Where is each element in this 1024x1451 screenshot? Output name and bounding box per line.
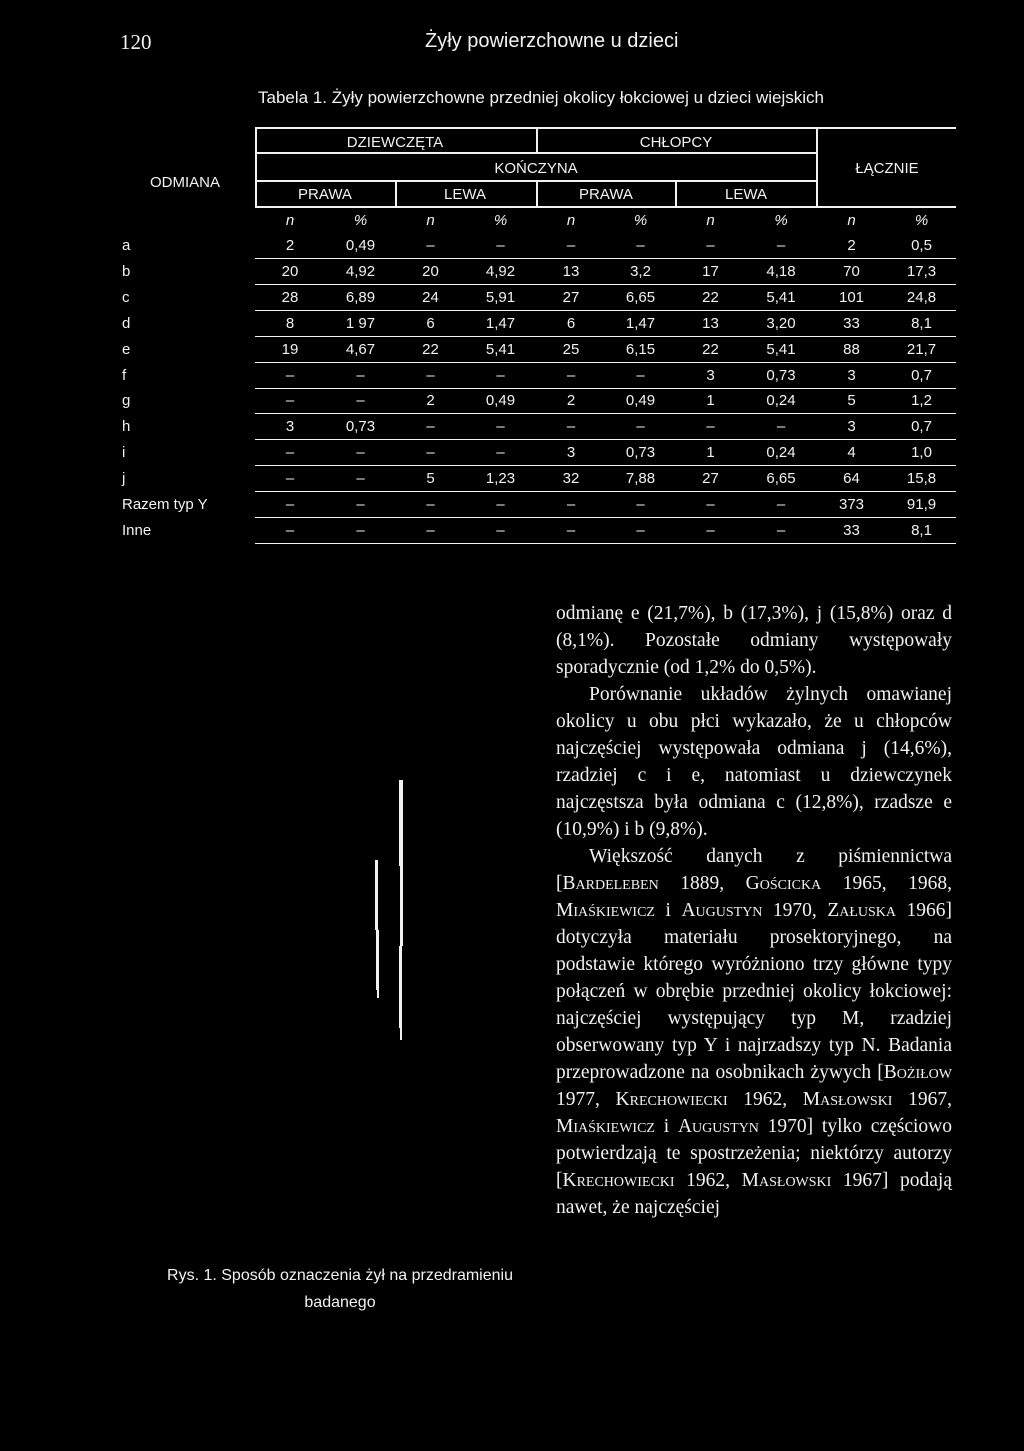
table-cell: 6 [566, 314, 576, 332]
table-cell: 7,88 [625, 470, 656, 488]
table-cell: – [356, 366, 365, 384]
header-pct: % [914, 212, 929, 229]
table-cell: – [426, 418, 435, 436]
table-cell: 91,9 [906, 496, 937, 513]
table-cell: 373 [838, 496, 865, 513]
row-label: e [122, 340, 131, 358]
row-rule [255, 543, 956, 544]
table-cell: 28 [281, 288, 299, 306]
table-cell: – [496, 444, 505, 462]
table-cell: 1,47 [485, 314, 516, 332]
citation-author: Bożiłow [883, 1062, 952, 1083]
text-run: 1967] podają nawet, że najczęściej [556, 1170, 952, 1218]
table-cell: – [285, 496, 295, 513]
text-run: i [655, 1116, 678, 1137]
text-run: 1967, [892, 1089, 952, 1110]
table-cell: 101 [838, 288, 865, 306]
table-cell: – [776, 521, 786, 539]
table-cell: 24 [422, 288, 439, 306]
table-cell: 19 [281, 340, 299, 358]
table-cell: – [496, 418, 505, 436]
row-rule [255, 258, 956, 259]
table-cell: 4,92 [345, 262, 376, 280]
citation-author: Krechowiecki [615, 1089, 728, 1110]
table-cell: 0,7 [911, 418, 932, 436]
table-caption: Tabela 1. Żyły powierzchowne przedniej okolicy łokciowej u dzieci wiejskich [258, 88, 824, 107]
table-cell: 3 [285, 418, 295, 436]
table-cell: – [426, 521, 435, 539]
table-cell: 0,73 [766, 366, 796, 384]
text-run: 1966] dotyczyła materiału prosektoryjnego, na podstawie którego wyróżniono trzy główne typy połączeń w obrębie przedniej okolicy łokciowej: najczęściej występujący typ M, rzadziej obserwowany typ Y i najrzadszy typ N. Badania przeprowadzone na osobnikach żywych [ [556, 900, 953, 1083]
table-cell: 8,1 [911, 314, 932, 332]
vrule-3 [816, 127, 818, 206]
text-run: 1970] tylko częściowo potwierdzają te spostrzeżenia; niektórzy autorzy [ [556, 1116, 952, 1191]
table-cell: – [426, 237, 435, 254]
table-cell: 4,92 [485, 262, 516, 280]
header-pct: % [633, 212, 648, 229]
table-cell: – [285, 470, 295, 488]
header-konczyna: KOŃCZYNA [494, 160, 578, 177]
table-cell: 17,3 [906, 262, 937, 280]
citation-author: Masłowski [741, 1170, 832, 1191]
row-label: d [122, 314, 131, 332]
table-cell: 3,20 [766, 314, 796, 332]
table-cell: 6 [426, 314, 435, 332]
table-cell: 2 [426, 392, 435, 410]
table-cell: 0,7 [911, 366, 932, 384]
table-cell: 3 [847, 418, 856, 436]
table-cell: – [636, 366, 645, 384]
table-cell: 13 [702, 314, 719, 332]
table-cell: 2 [847, 237, 856, 254]
citation-author: Krechowiecki [562, 1170, 675, 1191]
table-cell: 88 [843, 340, 860, 358]
table-cell: 0,73 [345, 418, 376, 436]
figure-stroke [400, 1028, 402, 1040]
row-rule [255, 465, 956, 466]
figure-stroke [400, 866, 403, 946]
row-rule [255, 439, 956, 440]
table-cell: 1,47 [625, 314, 656, 332]
header-prawa-2: PRAWA [579, 186, 633, 203]
table-cell: 1 [706, 444, 715, 462]
table-cell: 27 [562, 288, 580, 306]
table-cell: 0,49 [625, 392, 656, 410]
figure-caption [130, 1262, 550, 1316]
header-n: n [847, 212, 856, 229]
row-label: g [122, 392, 131, 410]
table-cell: 1 97 [345, 314, 376, 332]
text-run: 1889, [658, 873, 746, 894]
row-rule [255, 517, 956, 518]
table-cell: 20 [281, 262, 299, 280]
table-cell: 0,5 [911, 237, 932, 254]
rule-konczyna [255, 152, 817, 154]
vrule-1 [255, 127, 257, 206]
table-cell: – [706, 521, 715, 539]
figure-stroke [376, 930, 379, 990]
table-cell: 1,0 [911, 444, 932, 462]
table-cell: – [706, 237, 715, 254]
table-cell: – [285, 366, 295, 384]
table-cell: 22 [702, 288, 719, 306]
table-cell: 33 [843, 314, 860, 332]
row-rule [255, 491, 956, 492]
figure-caption-line1: Rys. 1. Sposób oznaczenia żył na przedramieniu [167, 1267, 513, 1284]
table-cell: – [496, 496, 505, 513]
table-cell: – [496, 521, 505, 539]
body-text [556, 600, 952, 1221]
page-number: 120 [120, 30, 152, 54]
table-cell: – [566, 418, 576, 436]
header-chlopcy: CHŁOPCY [639, 134, 713, 151]
paragraph-1: odmianę e (21,7%), b (17,3%), j (15,8%) oraz d (8,1%). Pozostałe odmiany występowały sporadycznie (od 1,2% do 0,5%). [556, 603, 952, 678]
figure-stroke [375, 860, 378, 930]
table-cell: 0,24 [766, 444, 796, 462]
vrule-2 [536, 127, 538, 152]
table-cell: 13 [562, 262, 580, 280]
table-cell: 0,24 [766, 392, 796, 410]
table-cell: – [706, 496, 715, 513]
table-cell: – [285, 392, 295, 410]
table-cell: – [356, 444, 365, 462]
table-cell: 24,8 [906, 288, 937, 306]
header-lewa-2: LEWA [725, 186, 767, 203]
table-cell: 0,73 [625, 444, 656, 462]
figure-stroke [399, 946, 402, 1028]
table-cell: – [566, 237, 576, 254]
table-cell: 5,91 [485, 288, 516, 306]
row-rule [255, 284, 956, 285]
table-cell: 5,41 [485, 340, 516, 358]
table-cell: – [566, 521, 576, 539]
table-cell: 3 [566, 444, 576, 462]
table-cell: 64 [843, 470, 860, 488]
paragraph-3 [556, 843, 952, 1221]
header-pct: % [353, 212, 368, 229]
table-cell: 0,49 [345, 237, 376, 254]
table-cell: 3 [847, 366, 856, 384]
header-n: n [426, 212, 435, 229]
table-cell: 21,7 [906, 340, 937, 358]
table-cell: 25 [562, 340, 580, 358]
row-label: h [122, 418, 131, 436]
rule-n-pct [255, 206, 956, 208]
table-cell: 15,8 [906, 470, 937, 488]
table-cell: – [426, 496, 435, 513]
data-table [122, 127, 956, 547]
table-cell: – [356, 470, 365, 488]
row-rule [255, 310, 956, 311]
table-cell: 27 [702, 470, 719, 488]
running-title: Żyły powierzchowne u dzieci [425, 30, 679, 52]
table-cell: – [636, 521, 645, 539]
table-cell: 5 [847, 392, 856, 410]
table-cell: – [426, 366, 435, 384]
table-cell: – [636, 237, 645, 254]
table-cell: – [776, 418, 786, 436]
citation-author: Załuska [827, 900, 897, 921]
text-run: Większość danych z piśmiennictwa [ [556, 846, 952, 894]
table-cell: 5,41 [766, 288, 796, 306]
table-cell: 32 [562, 470, 580, 488]
table-cell: 5 [426, 470, 435, 488]
citation-author: Masłowski [802, 1089, 893, 1110]
table-cell: 4,67 [345, 340, 376, 358]
row-label: Inne [122, 521, 152, 539]
table-cell: 22 [702, 340, 719, 358]
table-cell: – [356, 521, 365, 539]
vrule-6 [675, 180, 677, 206]
citation-author: Bardeleben [562, 873, 659, 894]
table-cell: 0,49 [485, 392, 516, 410]
table-cell: – [496, 366, 505, 384]
table-cell: 33 [843, 521, 860, 539]
row-rule [255, 336, 956, 337]
header-n: n [285, 212, 295, 229]
table-cell: – [356, 496, 365, 513]
text-run: 1977, [556, 1089, 616, 1110]
table-cell: 3 [706, 366, 715, 384]
table-cell: – [285, 444, 295, 462]
citation-author: Miaśkiewicz [556, 1116, 655, 1137]
table-cell: – [636, 418, 645, 436]
header-prawa-1: PRAWA [298, 186, 352, 203]
table-cell: 22 [422, 340, 439, 358]
text-run: i [655, 900, 682, 921]
table-cell: – [566, 496, 576, 513]
text-run: 1965, 1968, [821, 873, 952, 894]
rule-top [255, 127, 956, 129]
vrule-5 [536, 180, 538, 206]
text-run: 1962, [727, 1089, 803, 1110]
header-n: n [566, 212, 576, 229]
text-run: 1962, [674, 1170, 742, 1191]
table-cell: 8,1 [911, 521, 932, 539]
header-lewa-1: LEWA [444, 186, 486, 203]
table-cell: 6,15 [625, 340, 656, 358]
table-cell: – [776, 496, 786, 513]
vrule-4 [395, 180, 397, 206]
header-dziewczeta: DZIEWCZĘTA [346, 134, 444, 151]
figure-caption-line2: badanego [304, 1294, 376, 1311]
row-rule [255, 413, 956, 414]
citation-author: Miaśkiewicz [556, 900, 655, 921]
table-cell: 70 [843, 262, 860, 280]
figure-stroke [377, 990, 379, 998]
figure-stroke [399, 780, 403, 866]
paragraph-2: Porównanie układów żylnych omawianej okolicy u obu płci wykazało, że u chłopców najczęściej występowała odmiana j (14,6%), rzadziej c i e, natomiast u dziewczynek najczęstsza była odmiana c (12,8%), rzadsze e (10,9%) i b (9,8%). [556, 684, 952, 840]
table-cell: 8 [285, 314, 295, 332]
header-lacznie: ŁĄCZNIE [855, 160, 919, 177]
table-cell: – [496, 237, 505, 254]
header-pct: % [493, 212, 508, 229]
table-cell: – [636, 496, 645, 513]
table-cell: – [706, 418, 715, 436]
table-cell: – [356, 392, 365, 410]
table-cell: 5,41 [766, 340, 796, 358]
row-label: f [122, 366, 127, 384]
table-cell: 1,23 [485, 470, 516, 488]
table-cell: 4 [847, 444, 856, 462]
citation-author: Augustyn [677, 1116, 759, 1137]
table-cell: 6,65 [625, 288, 656, 306]
header-pct: % [774, 212, 788, 229]
table-cell: – [566, 366, 576, 384]
table-cell: 20 [422, 262, 439, 280]
citation-author: Augustyn [681, 900, 763, 921]
table-cell: 6,89 [345, 288, 376, 306]
table-cell: – [426, 444, 435, 462]
row-label: i [122, 444, 126, 462]
row-label: b [122, 262, 131, 280]
citation-author: Gościcka [745, 873, 822, 894]
table-cell: 4,18 [766, 262, 796, 280]
text-run: 1970, [762, 900, 828, 921]
table-cell: 1 [706, 392, 715, 410]
row-rule [255, 362, 956, 363]
table-cell: – [776, 237, 786, 254]
table-cell: 17 [702, 262, 719, 280]
row-rule [255, 388, 956, 389]
table-cell: 6,65 [766, 470, 796, 488]
row-label: a [122, 237, 131, 254]
header-odmiana: ODMIANA [149, 174, 221, 191]
table-cell: 3,2 [630, 262, 651, 280]
header-n: n [706, 212, 715, 229]
table-cell: 2 [285, 237, 295, 254]
table-cell: – [285, 521, 295, 539]
table-cell: 2 [566, 392, 576, 410]
table-cell: 1,2 [911, 392, 932, 410]
row-label: j [122, 470, 126, 488]
row-label: Razem typ Y [122, 496, 208, 513]
row-label: c [122, 288, 130, 306]
